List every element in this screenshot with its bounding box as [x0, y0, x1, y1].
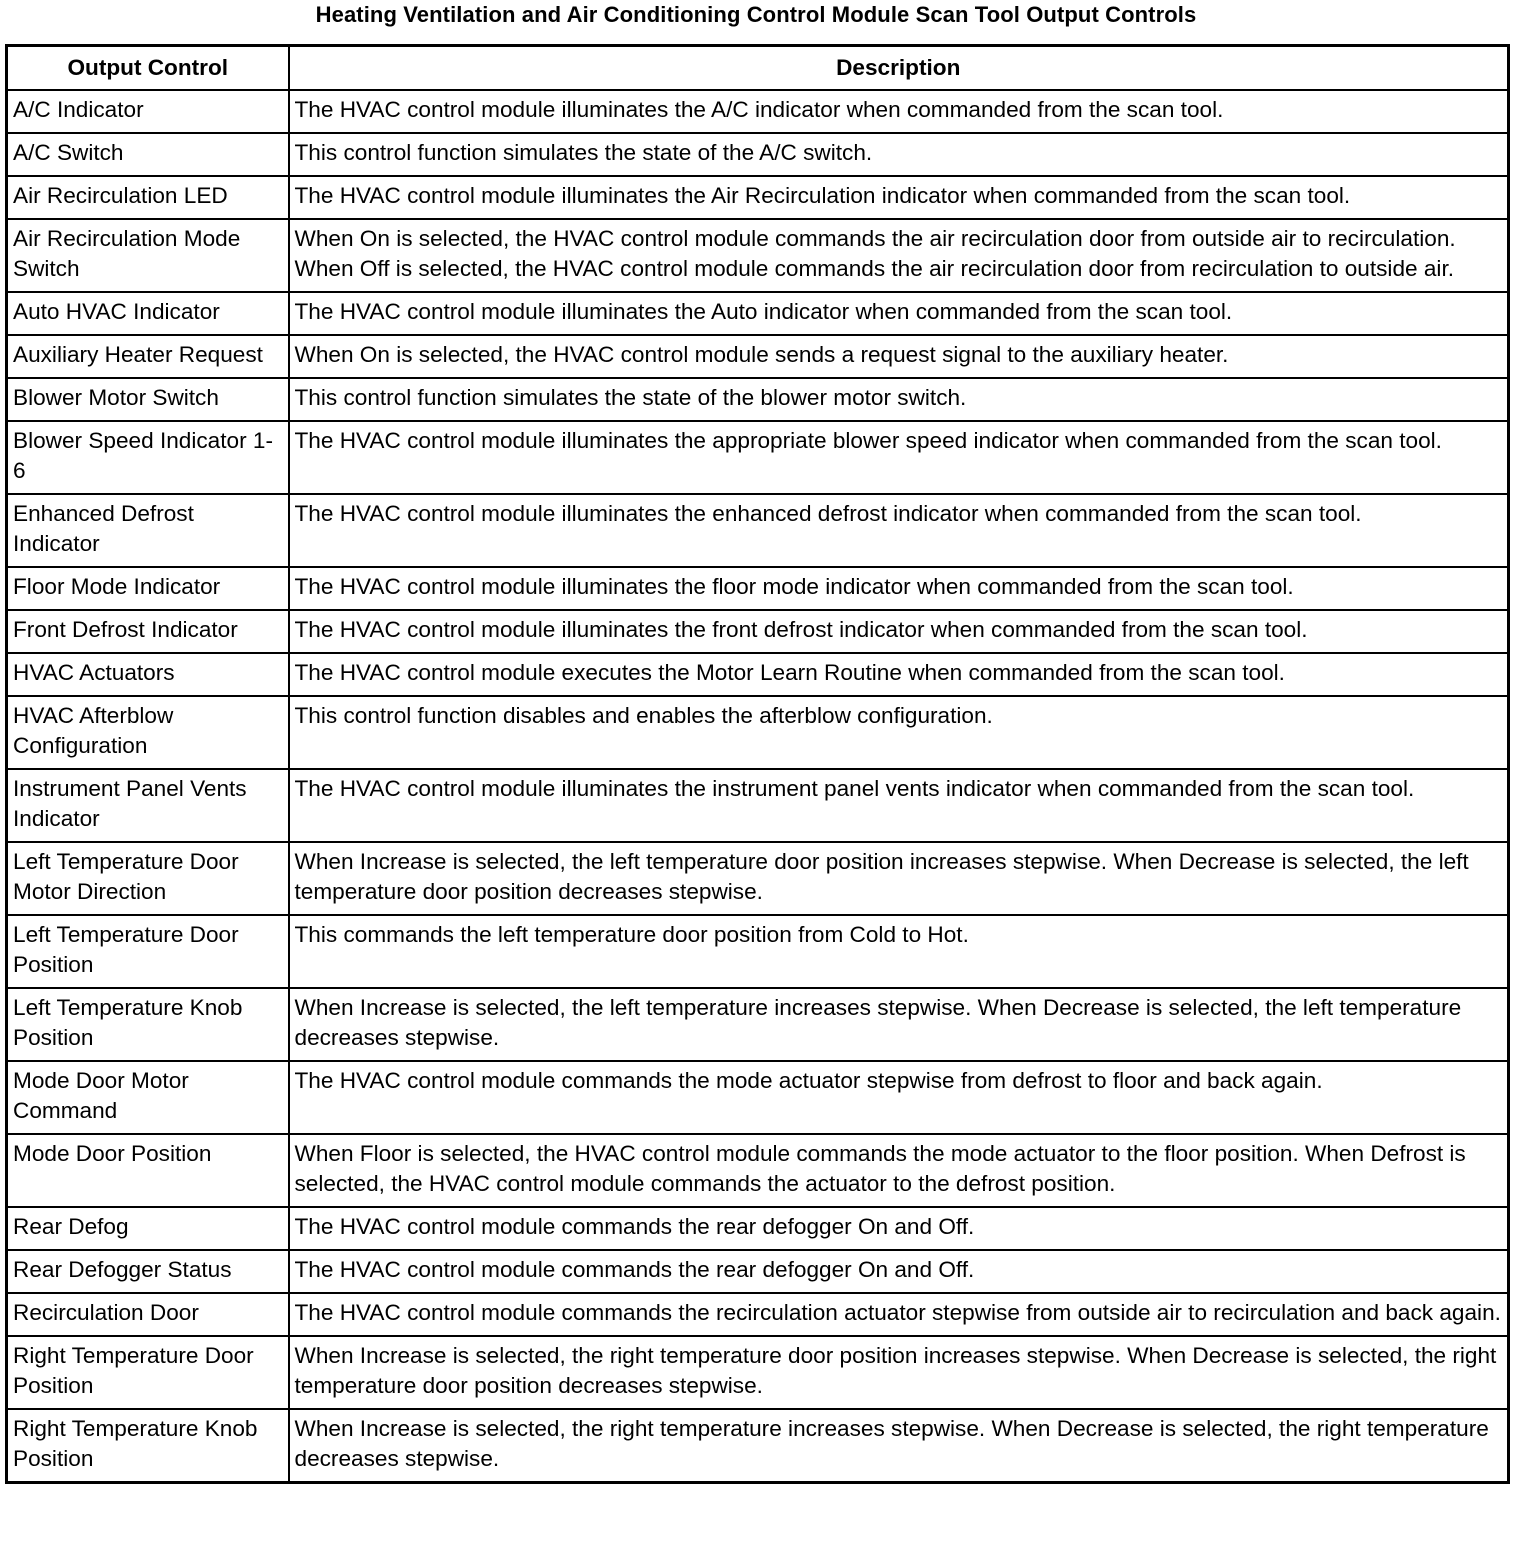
- table-row: [7, 421, 1509, 494]
- table-row: [7, 988, 1509, 1061]
- table-row: [7, 1293, 1509, 1336]
- description-cell: The HVAC control module executes the Motor Learn Routine when commanded from the scan tool.: [289, 653, 1509, 696]
- output-control-cell: Right Temperature Knob Position: [7, 1409, 289, 1483]
- table-body: [7, 90, 1509, 1483]
- output-control-cell: Floor Mode Indicator: [7, 567, 289, 610]
- output-control-cell: HVAC Afterblow Configuration: [7, 696, 289, 769]
- description-cell: The HVAC control module illuminates the front defrost indicator when commanded from the scan tool.: [289, 610, 1509, 653]
- table-row: [7, 915, 1509, 988]
- description-cell: The HVAC control module commands the rear defogger On and Off.: [289, 1250, 1509, 1293]
- output-control-cell: A/C Switch: [7, 133, 289, 176]
- description-cell: When Increase is selected, the right temperature door position increases stepwise. When Decrease is selected, the right temperature door position decreases stepwise.: [289, 1336, 1509, 1409]
- table-row: [7, 1207, 1509, 1250]
- output-control-cell: Mode Door Position: [7, 1134, 289, 1207]
- table-row: [7, 653, 1509, 696]
- output-control-cell: Enhanced Defrost Indicator: [7, 494, 289, 567]
- output-control-cell: A/C Indicator: [7, 90, 289, 133]
- description-cell: When Floor is selected, the HVAC control module commands the mode actuator to the floor position. When Defrost is selected, the HVAC control module commands the actuator to the defrost position.: [289, 1134, 1509, 1207]
- table-row: [7, 378, 1509, 421]
- table-row: [7, 90, 1509, 133]
- output-control-cell: Auxiliary Heater Request: [7, 335, 289, 378]
- table-row: [7, 696, 1509, 769]
- output-control-cell: Front Defrost Indicator: [7, 610, 289, 653]
- output-control-cell: Mode Door Motor Command: [7, 1061, 289, 1134]
- description-cell: The HVAC control module commands the recirculation actuator stepwise from outside air to recirculation and back again.: [289, 1293, 1509, 1336]
- description-cell: When Increase is selected, the right temperature increases stepwise. When Decrease is selected, the right temperature decreases stepwise.: [289, 1409, 1509, 1483]
- description-cell: The HVAC control module illuminates the Auto indicator when commanded from the scan tool.: [289, 292, 1509, 335]
- output-control-cell: Recirculation Door: [7, 1293, 289, 1336]
- table-row: [7, 769, 1509, 842]
- output-control-cell: Left Temperature Knob Position: [7, 988, 289, 1061]
- output-control-cell: Right Temperature Door Position: [7, 1336, 289, 1409]
- column-header-description: Description: [289, 46, 1509, 91]
- output-control-cell: HVAC Actuators: [7, 653, 289, 696]
- table-row: [7, 842, 1509, 915]
- table-row: [7, 494, 1509, 567]
- description-cell: The HVAC control module illuminates the A/C indicator when commanded from the scan tool.: [289, 90, 1509, 133]
- output-control-cell: Air Recirculation LED: [7, 176, 289, 219]
- output-control-cell: Blower Motor Switch: [7, 378, 289, 421]
- output-control-cell: Rear Defog: [7, 1207, 289, 1250]
- description-cell: The HVAC control module illuminates the instrument panel vents indicator when commanded from the scan tool.: [289, 769, 1509, 842]
- description-cell: When On is selected, the HVAC control module sends a request signal to the auxiliary heater.: [289, 335, 1509, 378]
- description-cell: This control function disables and enables the afterblow configuration.: [289, 696, 1509, 769]
- table-row: [7, 133, 1509, 176]
- output-control-cell: Instrument Panel Vents Indicator: [7, 769, 289, 842]
- description-cell: When Increase is selected, the left temperature door position increases stepwise. When Decrease is selected, the left temperature door position decreases stepwise.: [289, 842, 1509, 915]
- description-cell: The HVAC control module illuminates the Air Recirculation indicator when commanded from the scan tool.: [289, 176, 1509, 219]
- output-control-cell: Blower Speed Indicator 1-6: [7, 421, 289, 494]
- output-control-cell: Rear Defogger Status: [7, 1250, 289, 1293]
- description-cell: This commands the left temperature door position from Cold to Hot.: [289, 915, 1509, 988]
- table-row: [7, 176, 1509, 219]
- table-row: [7, 1250, 1509, 1293]
- description-cell: The HVAC control module illuminates the floor mode indicator when commanded from the scan tool.: [289, 567, 1509, 610]
- table-row: [7, 1409, 1509, 1483]
- description-cell: The HVAC control module commands the mode actuator stepwise from defrost to floor and back again.: [289, 1061, 1509, 1134]
- description-cell: The HVAC control module illuminates the enhanced defrost indicator when commanded from the scan tool.: [289, 494, 1509, 567]
- output-control-cell: Auto HVAC Indicator: [7, 292, 289, 335]
- table-row: [7, 219, 1509, 292]
- description-cell: The HVAC control module illuminates the appropriate blower speed indicator when commanded from the scan tool.: [289, 421, 1509, 494]
- description-cell: When On is selected, the HVAC control module commands the air recirculation door from outside air to recirculation. When Off is selected, the HVAC control module commands the air recirculation door from recirculation to outside air.: [289, 219, 1509, 292]
- table-header-row: [7, 46, 1509, 91]
- description-cell: The HVAC control module commands the rear defogger On and Off.: [289, 1207, 1509, 1250]
- output-controls-table: [5, 44, 1510, 1484]
- description-cell: When Increase is selected, the left temperature increases stepwise. When Decrease is selected, the left temperature decreases stepwise.: [289, 988, 1509, 1061]
- column-header-output-control: Output Control: [7, 46, 289, 91]
- output-control-cell: Left Temperature Door Position: [7, 915, 289, 988]
- table-row: [7, 1336, 1509, 1409]
- table-row: [7, 335, 1509, 378]
- table-row: [7, 1061, 1509, 1134]
- table-row: [7, 1134, 1509, 1207]
- description-cell: This control function simulates the state of the A/C switch.: [289, 133, 1509, 176]
- output-control-cell: Air Recirculation Mode Switch: [7, 219, 289, 292]
- table-row: [7, 567, 1509, 610]
- table-row: [7, 610, 1509, 653]
- page-title: Heating Ventilation and Air Conditioning Control Module Scan Tool Output Controls: [315, 2, 1197, 27]
- output-control-cell: Left Temperature Door Motor Direction: [7, 842, 289, 915]
- table-row: [7, 292, 1509, 335]
- description-cell: This control function simulates the state of the blower motor switch.: [289, 378, 1509, 421]
